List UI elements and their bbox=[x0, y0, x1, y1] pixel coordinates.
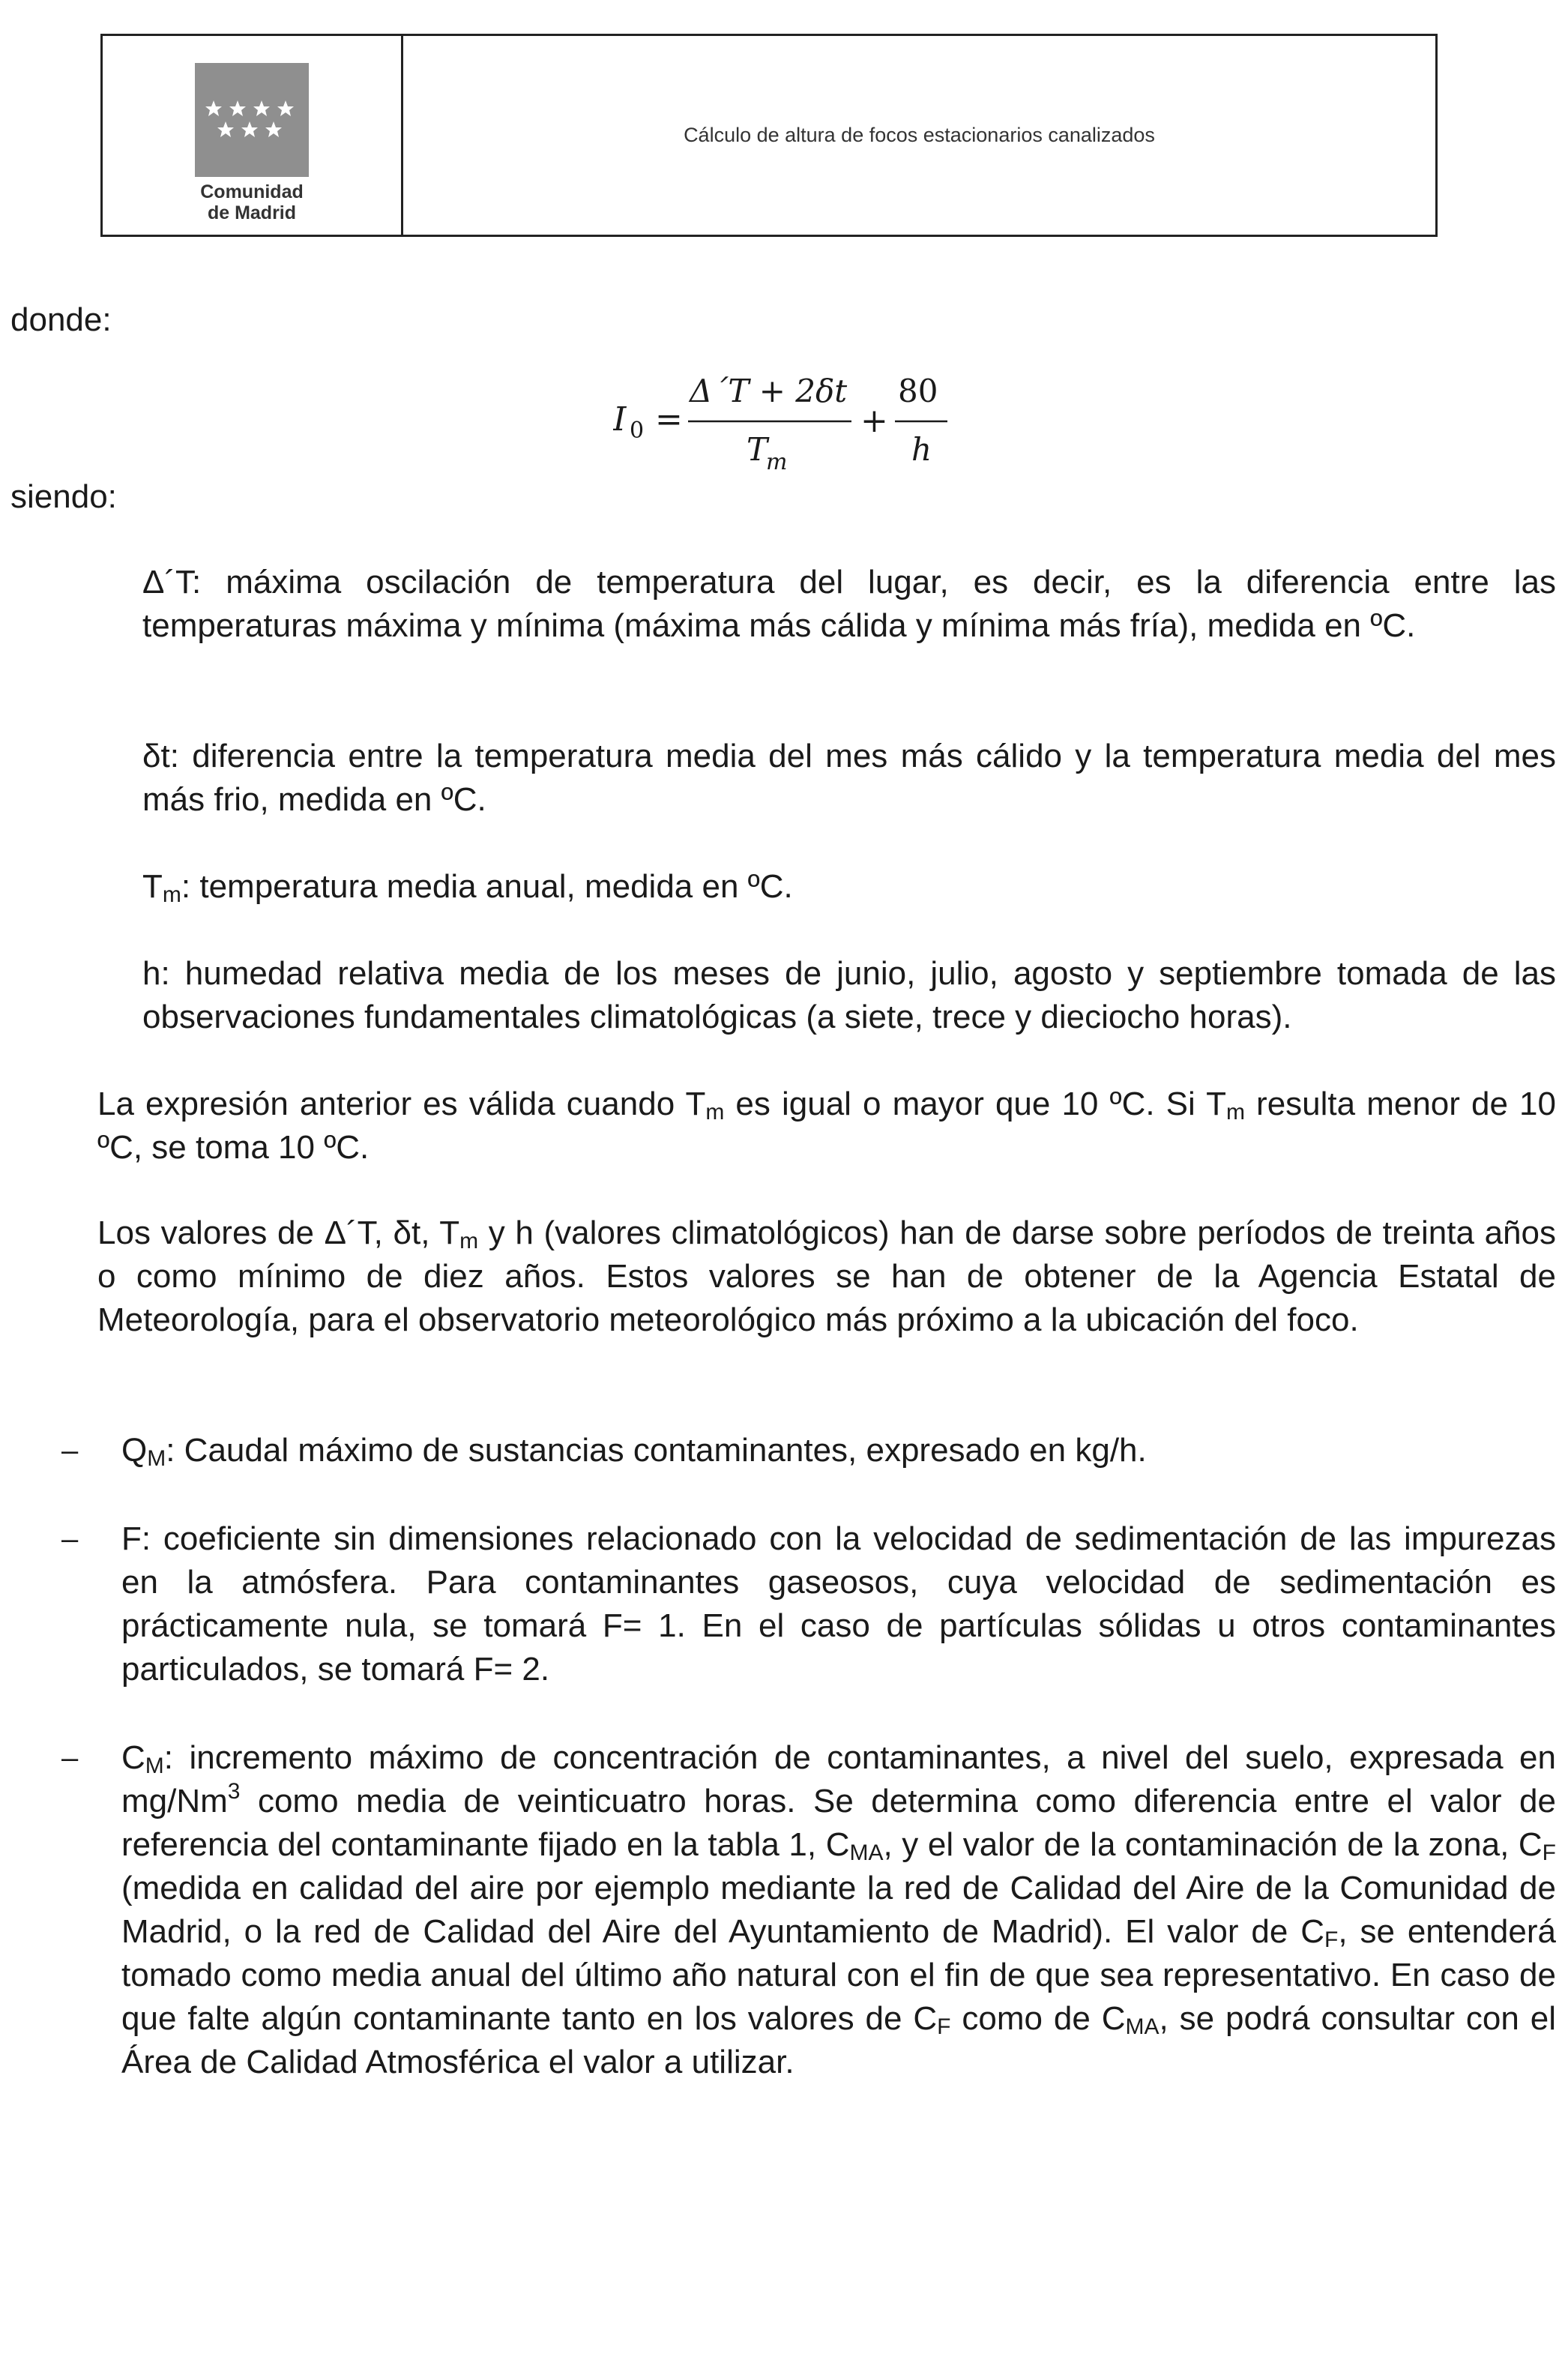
formula-i0 bbox=[613, 369, 973, 481]
para-validez: La expresión anterior es válida cuando $T_m$ es igual o mayor que 10 ºC. Si $T_m$ resulta menor de 10 ºC, se toma 10 ºC. bbox=[97, 1086, 1556, 1166]
document-header bbox=[100, 34, 1438, 237]
formula-denominator-1-sub: m bbox=[766, 449, 788, 475]
formula-lhs-sub: 0 bbox=[630, 418, 645, 444]
dash-marker-f: – bbox=[61, 1523, 79, 1556]
formula-equals: = bbox=[655, 400, 683, 439]
formula-denominator-1: T bbox=[747, 431, 768, 468]
item-f: F: coeficiente sin dimensiones relacionado con la velocidad de sedimentación de las impurezas en la atmósfera. Para contaminantes gaseosos, cuya velocidad de sedimentación es prácticamente nula, se tomará F= 1. En el caso de partículas sólidas u otros contaminantes particulados, se tomará F= 2. bbox=[121, 1520, 1556, 1688]
logo-line-1: Comunidad bbox=[200, 181, 304, 202]
dash-marker-cm: – bbox=[61, 1742, 79, 1775]
formula-numerator-1: Δ´T + 2δt bbox=[690, 373, 848, 409]
item-cm: $C_M$: incremento máximo de concentración de contaminantes, a nivel del suelo, expresada en mg/Nm$^3$ como media de veinticuatro horas. Se determina como diferencia entre el valor de referencia del contaminante fijado en la tabla 1, $C_{MA}$, y el valor de la contaminación de la zona, $C_F$ (medida en calidad del aire por ejemplo mediante la red de Calidad del Aire de la Comunidad de Madrid, o la red de Calidad del Aire del Ayuntamiento de Madrid). El valor de $C_F$, se entenderá tomado como media anual del último año natural con el fin de que sea representativo. En caso de que falte algún contaminante tanto en los valores de $C_F$ como de $C_{MA}$, se podrá consultar con el Área de Calidad Atmosférica el valor a utilizar. bbox=[121, 1739, 1557, 2080]
label-donde: donde: bbox=[10, 301, 112, 338]
document-title: Cálculo de altura de focos estacionarios canalizados bbox=[684, 124, 1155, 146]
formula-denominator-2: h bbox=[911, 431, 932, 468]
comunidad-madrid-logo bbox=[195, 63, 309, 177]
formula-numerator-2: 80 bbox=[898, 373, 938, 409]
logo-text bbox=[200, 181, 304, 223]
stars-icon bbox=[203, 97, 301, 142]
formula-lhs: I bbox=[613, 400, 627, 439]
logo-cell bbox=[103, 36, 403, 235]
label-siendo: siendo: bbox=[10, 478, 117, 515]
item-qm: $Q_M$: Caudal máximo de sustancias contaminantes, expresado en kg/h. bbox=[121, 1432, 1147, 1471]
def-tm: $T_m$: temperatura media anual, medida en ºC. bbox=[142, 868, 793, 907]
para-valores: Los valores de Δ´T, δt, $T_m$ y h (valores climatológicos) han de darse sobre períodos de treinta años o como mínimo de diez años. Estos valores se han de obtener de la Agencia Estatal de Meteorología, para el observatorio meteorológico más próximo a la ubicación del foco. bbox=[97, 1214, 1556, 1338]
def-delta-t: Δ´T: máxima oscilación de temperatura del lugar, es decir, es la diferencia entre las temperaturas máxima y mínima (máxima más cálida y mínima más fría), medida en ºC. bbox=[142, 564, 1556, 644]
def-delta-small-t: δt: diferencia entre la temperatura media del mes más cálido y la temperatura media del mes más frio, medida en ºC. bbox=[142, 738, 1556, 818]
formula-plus: + bbox=[860, 402, 888, 440]
dash-marker-qm: – bbox=[61, 1434, 79, 1467]
logo-line-2: de Madrid bbox=[207, 202, 297, 223]
def-h: h: humedad relativa media de los meses de junio, julio, agosto y septiembre tomada de las observaciones fundamentales climatológicas (a siete, trece y dieciocho horas). bbox=[142, 955, 1556, 1035]
